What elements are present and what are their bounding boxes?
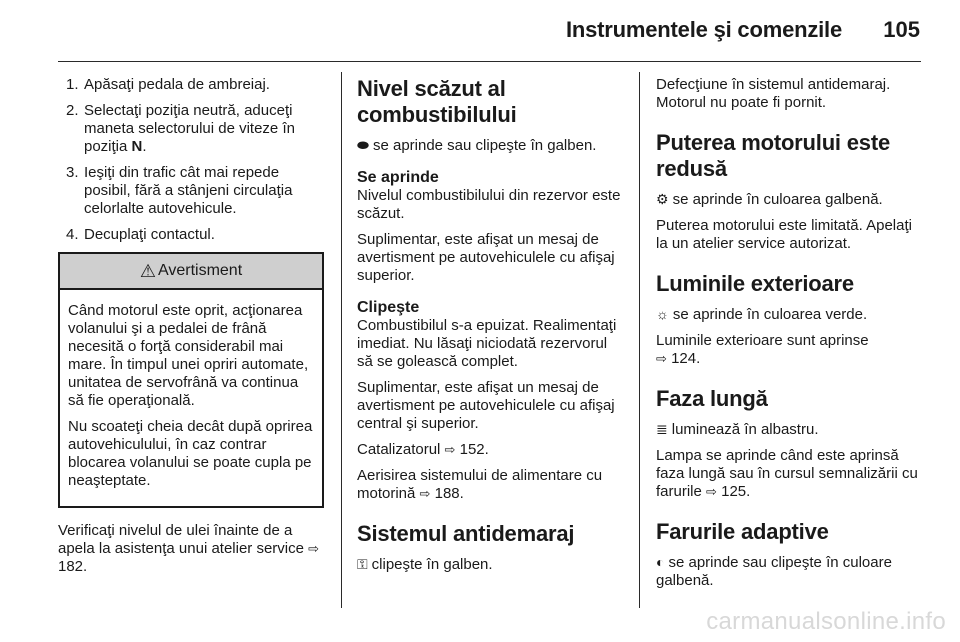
reduced-power-icon: ⚙ <box>656 191 669 207</box>
warning-triangle-icon: ⚠ <box>139 261 156 281</box>
column-divider-1 <box>341 72 342 608</box>
power-intro: ⚙ se aprinde în culoarea galbenă. <box>656 191 883 208</box>
exterior-light-icon: ☼ <box>656 306 669 322</box>
list-item: 1. Apăsaţi pedala de ambreiaj. <box>66 76 270 93</box>
high-beam-intro: ≣ luminează în albastru. <box>656 421 819 438</box>
paragraph: Nivelul combustibilului din rezervor este scăzut. <box>357 187 621 222</box>
subheading-flash: Clipeşte <box>357 299 420 316</box>
warning-paragraph: Când motorul este oprit, acţionarea volanului şi a pedalei de frână necesită o forţă considerabil mai mare. În timpul unei opriri automate, unitatea de servofrână va continua să fie operaţională. <box>68 302 309 409</box>
paragraph: Suplimentar, este afişat un mesaj de avertisment pe autovehiculele cu afişaj central şi superior. <box>357 379 615 432</box>
immobiliser-intro: ⚿ clipeşte în galben. <box>357 556 493 573</box>
list-item: 4. Decuplaţi contactul. <box>66 226 215 243</box>
section-title-power: Puterea motorului este redusă <box>656 130 890 181</box>
high-beam-icon: ≣ <box>656 421 668 437</box>
page-title: Instrumentele şi comenzile <box>566 17 842 42</box>
steps-list <box>58 76 328 244</box>
column-3 <box>656 76 924 598</box>
catalyst-paragraph: Catalizatorul ⇨ 152. <box>357 441 489 458</box>
header-rule <box>58 61 921 62</box>
warning-paragraph: Nu scoateţi cheia decât după oprirea autovehiculului, în caz contrar blocarea volanului se poate cupla pe neaşteptate. <box>68 418 313 489</box>
section-title-high-beam: Faza lungă <box>656 386 768 411</box>
page-ref-icon: ⇨ <box>706 484 717 499</box>
column-1 <box>58 76 328 584</box>
list-item: 3. Ieşiţi din trafic cât mai repede posibil, fără a stânjeni circulaţia celorlalte autovehicule. <box>66 164 293 217</box>
page-header <box>0 0 960 64</box>
exterior-intro: ☼ se aprinde în culoarea verde. <box>656 306 868 323</box>
subheading-on: Se aprinde <box>357 169 439 186</box>
key-lamp-icon: ⚿ <box>357 556 368 572</box>
paragraph: Suplimentar, este afişat un mesaj de avertisment pe autovehiculele cu afişaj superior. <box>357 231 615 284</box>
exterior-paragraph: Luminile exterioare sunt aprinse ⇨ 124. <box>656 332 869 367</box>
column-2 <box>357 76 627 582</box>
warning-body <box>60 290 322 506</box>
section-title-fuel: Nivel scăzut al combustibilului <box>357 76 517 127</box>
column-divider-2 <box>639 72 640 608</box>
page-ref-icon: ⇨ <box>656 351 667 366</box>
page-ref-icon: ⇨ <box>444 442 456 457</box>
high-beam-paragraph: Lampa se aprinde când este aprinsă faza lungă sau în cursul semnalizării cu farurile ⇨ 125. <box>656 447 918 500</box>
list-item: 2. Selectaţi poziţia neutră, aduceţi maneta selectorului de viteze în poziţia N. <box>66 102 295 155</box>
warning-box <box>58 252 324 508</box>
adaptive-light-icon: ◐ <box>656 554 665 570</box>
watermark: carmanualsonline.info <box>706 608 946 635</box>
warning-title: Avertisment <box>157 262 243 279</box>
section-title-immobiliser: Sistemul antidemaraj <box>357 521 575 546</box>
page-number: 105 <box>883 17 920 42</box>
adaptive-intro: ◐ se aprinde sau clipeşte în culoare galbenă. <box>656 554 892 589</box>
fuel-lamp-icon: ⬬ <box>357 137 369 153</box>
page-ref-icon: ⇨ <box>308 541 320 556</box>
bleed-paragraph: Aerisirea sistemului de alimentare cu motorină ⇨ 188. <box>357 467 603 502</box>
section-title-adaptive: Farurile adaptive <box>656 519 829 544</box>
page-ref-icon: ⇨ <box>419 486 431 501</box>
oil-check-paragraph: Verificaţi nivelul de ulei înainte de a apela la asistenţa unui atelier service ⇨ 182. <box>58 522 320 575</box>
immobiliser-defect: Defecţiune în sistemul antidemaraj. Motorul nu poate fi pornit. <box>656 76 891 111</box>
fuel-intro: ⬬ se aprinde sau clipeşte în galben. <box>357 137 597 154</box>
paragraph: Puterea motorului este limitată. Apelaţi la un atelier service autorizat. <box>656 217 912 252</box>
paragraph: Combustibilul s-a epuizat. Realimentaţi imediat. Nu lăsaţi niciodată rezervorul să se golească complet. <box>357 317 617 370</box>
warning-header <box>60 254 322 290</box>
section-title-exterior: Luminile exterioare <box>656 271 854 296</box>
